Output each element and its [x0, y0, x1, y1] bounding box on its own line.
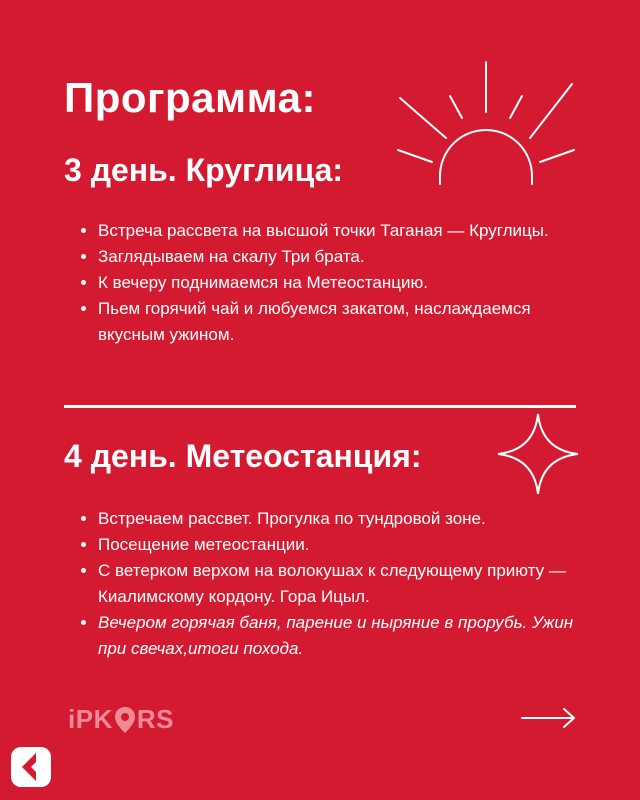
sun-icon [396, 58, 576, 188]
list-item: • Пьем горячий чай и любуемся закатом, наслаждаемся вкусным ужином. [98, 296, 578, 348]
list-item: • Встреча рассвета на высшой точки Таганая — Круглицы. [98, 218, 578, 244]
arrow-right-icon[interactable] [520, 706, 578, 730]
day4-list [78, 506, 578, 662]
list-item: • Заглядываем на скалу Три брата. [98, 244, 578, 270]
logo-suffix: RS [136, 704, 174, 734]
logo-prefix: iPK [68, 704, 113, 734]
ipkors-logo [68, 704, 174, 735]
section-divider [64, 405, 576, 408]
map-pin-icon [114, 706, 136, 734]
list-item: • Посещение метеостанции. [98, 532, 578, 558]
day3-heading: 3 день. Круглица: [64, 152, 344, 188]
day3-list [78, 218, 578, 348]
list-item: • Вечером горячая баня, парение и ныряние в прорубь. Ужин при свечах,итоги похода. [98, 610, 578, 662]
list-item: • К вечеру поднимаемся на Метеостанцию. [98, 270, 578, 296]
app-badge-icon [8, 744, 54, 790]
list-item: • Встречаем рассвет. Прогулка по тундровой зоне. [98, 506, 578, 532]
day4-heading: 4 день. Метеостанция: [64, 438, 422, 474]
sparkle-icon [496, 412, 580, 496]
page-title: Программа: [64, 74, 316, 121]
list-item: • С ветерком верхом на волокушах к следующему приюту — Киалимскому кордону. Гора Ицыл. [98, 558, 578, 610]
